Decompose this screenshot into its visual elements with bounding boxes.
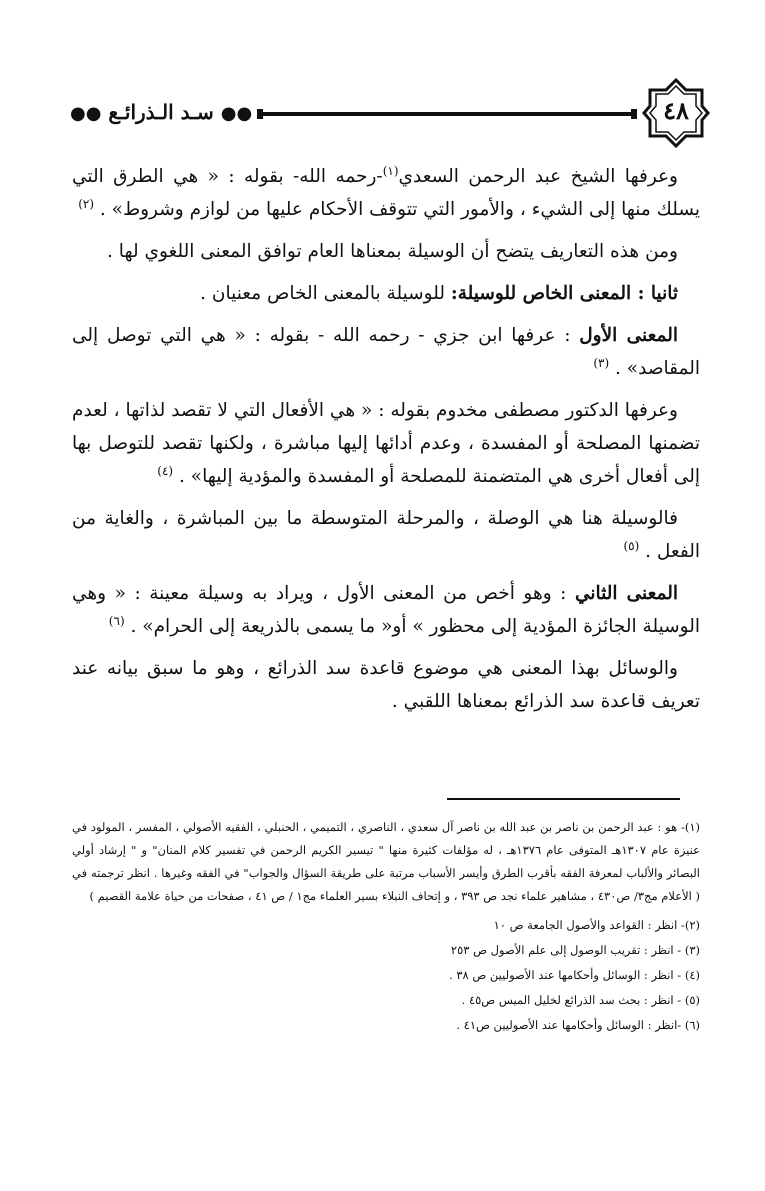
ornament-dots-right: ●● — [220, 103, 253, 124]
running-header — [70, 78, 710, 148]
footnote-ref-4[interactable]: (٤) — [157, 463, 174, 478]
footnote-5: (٥) - انظر : بحث سد الذرائع لخليل الميس ص٤٥ . — [461, 993, 700, 1007]
main-text — [72, 160, 700, 727]
first-meaning-term: المعنى الأول — [579, 325, 679, 346]
footnote-ref-1[interactable]: (١) — [382, 163, 399, 178]
paragraph-makhdoom-definition: وعرفها الدكتور مصطفى مخدوم بقوله : « هي الأفعال التي لا تقصد لذاتها ، لعدم تضمنها المصلحة أو المفسدة ، وعدم أدائها إليها مباشرة ، ولكنها تقصد للتوصل بها إلى أفعال أخرى هي المتضمنة للمصلحة أو المفسدة والمؤدية إليها» . $^{(٤)}$ — [72, 400, 700, 487]
footnote-ref-5[interactable]: (٥) — [623, 538, 640, 553]
footnote-6: (٦) -انظر : الوسائل وأحكامها عند الأصوليين ص٤١ . — [456, 1018, 700, 1032]
footnote-2: (٢)- انظر : القواعد والأصول الجامعة ص ١٠ — [493, 918, 700, 932]
second-meaning-term: المعنى الثاني — [574, 583, 678, 604]
paragraph-intermediate-stage: فالوسيلة هنا هي الوصلة ، والمرحلة المتوسطة ما بين المباشرة ، والغاية من الفعل . $^{(٥)}$ — [72, 508, 700, 562]
footnote-ref-3[interactable]: (٣) — [593, 355, 610, 370]
footnotes — [72, 816, 700, 1039]
footnote-1: (١)- هو : عبد الرحمن بن ناصر بن عبد الله بن ناصر آل سعدي ، الناصري ، التميمي ، الحنبلي ، الفقيه الأصولي ، المفسر ، المولود في عنيزة عام ١٣٠٧هـ المتوفى عام ١٣٧٦هـ ، له مؤلفات كثيرة منها " تيسير الكريم الرحمن في تفسير كلام المنان" و " إرشاد أولي البصائر والألباب لمعرفة الفقه بأقرب الطرق وأيسر الأسباب مرتبة على طريقة السؤال والجواب" في الفقه وغيرها . انظر ترجمته في ( الأعلام مج٣/ ص٤٣٠ ، مشاهير علماء نجد ص ٣٩٣ ، و إتحاف النبلاء بسير العلماء مج١ / ص ٤١ ، صفحات من حياة علامة القصيم ) — [72, 820, 700, 903]
paragraph-first-meaning: المعنى الأول : عرفها ابن جزي - رحمه الله - بقوله : « هي التي توصل إلى المقاصد» . $^{(٣)}$ — [72, 325, 700, 379]
page-number-badge — [642, 78, 710, 148]
paragraph-second-meaning: المعنى الثاني : وهو أخص من المعنى الأول ، ويراد به وسيلة معينة : « وهي الوسيلة الجائزة المؤدية إلى محظور » أو« ما يسمى بالذريعة إلى الحرام» . $^{(٦)}$ — [72, 583, 700, 637]
ornament-dots-left: ●● — [70, 103, 102, 124]
page-number: ٤٨ — [663, 96, 689, 125]
footnote-4: (٤) - انظر : الوسائل وأحكامها عند الأصوليين ص ٣٨ . — [449, 968, 700, 982]
paragraph-saadi-definition: وعرفها الشيخ عبد الرحمن السعدي$^{(١)}$-رحمه الله- بقوله : « هي الطرق التي يسلك منها إلى الشيء ، والأمور التي تتوقف الأحكام عليها من لوازم وشروط» . $^{(٢)}$ — [72, 163, 700, 220]
header-title-text: سـد الـذرائـع — [108, 100, 214, 124]
header-rule — [263, 112, 631, 116]
footnote-3: (٣) - انظر : تقريب الوصول إلى علم الأصول ص ٢٥٣ — [450, 943, 700, 957]
paragraph-general-meaning: ومن هذه التعاريف يتضح أن الوسيلة بمعناها العام توافق المعنى اللغوي لها . — [107, 241, 678, 262]
footnote-ref-2[interactable]: (٢) — [78, 196, 95, 211]
section-subheading: ثانيا : المعنى الخاص للوسيلة: — [450, 283, 678, 304]
paragraph-special-meaning-heading: ثانيا : المعنى الخاص للوسيلة: للوسيلة بالمعنى الخاص معنيان . — [200, 283, 678, 304]
footnote-ref-6[interactable]: (٦) — [108, 613, 125, 628]
footnote-separator — [447, 798, 680, 800]
paragraph-conclusion: والوسائل بهذا المعنى هي موضوع قاعدة سد الذرائع ، وهو ما سبق بيانه عند تعريف قاعدة سد الذرائع بمعناها اللقبي . — [72, 658, 700, 712]
